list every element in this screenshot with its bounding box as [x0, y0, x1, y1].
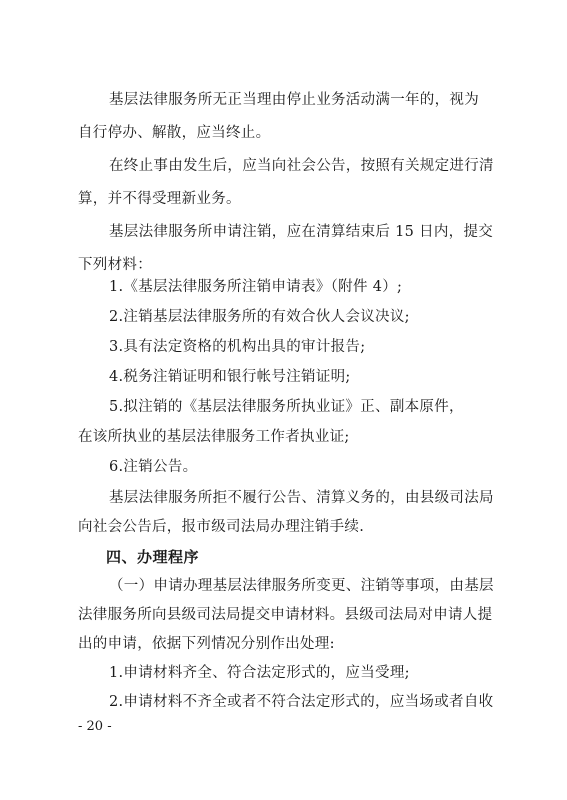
list-item-4: 4.税务注销证明和银行帐号注销证明;: [109, 369, 351, 385]
page-number: - 20 -: [78, 719, 112, 734]
paragraph-line-7: 基层法律服务所拒不履行公告、清算义务的，由县级司法局: [109, 490, 494, 506]
paragraph-line-10: 法律服务所向县级司法局提交申请材料。县级司法局对申请人提: [78, 607, 493, 623]
paragraph-line-5: 基层法律服务所申请注销，应在清算结束后 15 日内，提交: [109, 224, 494, 240]
paragraph-line-8: 向社会公告后，报市级司法局办理注销手续.: [78, 519, 365, 535]
list-item-6: 6.注销公告。: [109, 459, 198, 475]
list-item-1: 1.《基层法律服务所注销申请表》（附件 4）;: [109, 279, 403, 295]
list-item-2: 2.注销基层法律服务所的有效合伙人会议决议;: [109, 309, 410, 325]
section-heading: 四、办理程序: [106, 548, 200, 566]
list-item-5-cont: 在该所执业的基层法律服务工作者执业证;: [78, 429, 350, 445]
list-item-a: 1.申请材料齐全、符合法定形式的，应当受理;: [109, 665, 410, 681]
paragraph-line-9: （一）申请办理基层法律服务所变更、注销等事项，由基层: [109, 578, 494, 594]
paragraph-line-4: 算，并不得受理新业务。: [78, 191, 241, 207]
list-item-5: 5.拟注销的《基层法律服务所执业证》正、副本原件，: [109, 399, 464, 415]
list-item-b: 2.申请材料不齐全或者不符合法定形式的，应当场或者自收: [109, 694, 494, 710]
paragraph-line-1: 基层法律服务所无正当理由停止业务活动满一年的，视为: [109, 92, 479, 108]
paragraph-line-11: 出的申请，依据下列情况分别作出处理:: [78, 636, 335, 652]
paragraph-line-3: 在终止事由发生后，应当向社会公告，按照有关规定进行清: [109, 158, 494, 174]
paragraph-line-2: 自行停办、解散，应当终止。: [78, 125, 271, 141]
paragraph-line-6: 下列材料：: [78, 257, 152, 273]
list-item-3: 3.具有法定资格的机构出具的审计报告;: [109, 339, 366, 355]
